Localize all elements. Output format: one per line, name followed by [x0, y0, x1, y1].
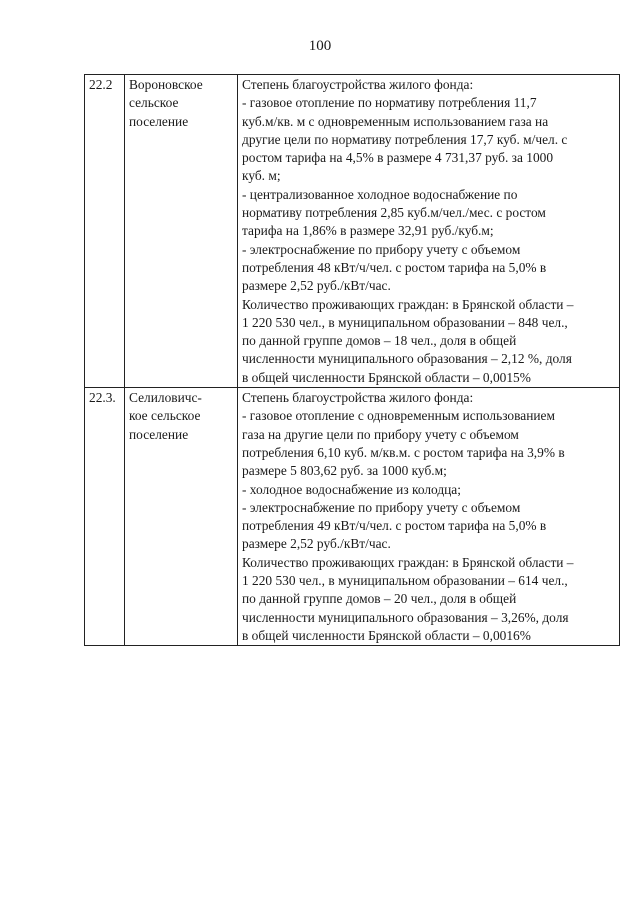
description-line: Степень благоустройства жилого фонда:: [242, 77, 474, 92]
settlement-name: [125, 75, 238, 388]
description-line: в общей численности Брянской области – 0,0015%: [242, 369, 531, 385]
description-line: - электроснабжение по прибору учету с объемом: [242, 499, 521, 515]
table-row: [85, 75, 620, 388]
settlement-description: [238, 75, 620, 388]
description-line: Количество проживающих граждан: в Брянской области –: [242, 554, 574, 570]
description-line: - газовое отопление по нормативу потребления 11,7: [242, 95, 537, 111]
description-line: - газовое отопление с одновременным использованием: [242, 408, 555, 424]
settlement-name-line: Селиловичс-: [129, 390, 202, 406]
table-body: [85, 75, 620, 646]
page-number: 100: [308, 38, 332, 54]
settlement-name: [125, 388, 238, 646]
description-line: другие цели по нормативу потребления 17,7 куб. м/чел. с: [242, 131, 568, 147]
description-line: численности муниципального образования – 3,26%, доля: [242, 609, 569, 625]
description-line: 1 220 530 чел., в муниципальном образовании – 848 чел.,: [242, 314, 568, 330]
settlement-name-line: сельское: [129, 95, 179, 111]
description-line: размере 5 803,62 руб. за 1000 куб.м;: [242, 463, 447, 479]
description-line: численности муниципального образования – 2,12 %, доля: [242, 351, 572, 367]
description-line: потребления 48 кВт/ч/чел. с ростом тарифа на 5,0% в: [242, 259, 547, 275]
description-line: куб.м/кв. м с одновременным использованием газа на: [242, 113, 549, 129]
description-line: 1 220 530 чел., в муниципальном образовании – 614 чел.,: [242, 573, 568, 589]
settlement-name-line: поселение: [129, 113, 189, 129]
description-line: по данной группе домов – 20 чел., доля в общей: [242, 591, 517, 607]
description-line: - централизованное холодное водоснабжение по: [242, 186, 518, 202]
description-line: потребления 49 кВт/ч/чел. с ростом тарифа на 5,0% в: [242, 518, 547, 534]
settlement-name-line: кое сельское: [129, 408, 201, 424]
row-number: 22.3.: [85, 388, 125, 646]
description-line: Количество проживающих граждан: в Брянской области –: [242, 296, 574, 312]
settlement-table: [84, 74, 620, 646]
row-number: 22.2: [85, 75, 125, 388]
description-line: потребления 6,10 куб. м/кв.м. с ростом тарифа на 3,9% в: [242, 444, 565, 460]
description-line: размере 2,52 руб./кВт/час.: [242, 278, 391, 294]
settlement-description: [238, 388, 620, 646]
table-row: [85, 388, 620, 646]
description-line: - электроснабжение по прибору учету с объемом: [242, 241, 521, 257]
settlement-name-line: поселение: [129, 426, 189, 442]
description-line: - холодное водоснабжение из колодца;: [242, 481, 461, 497]
description-line: куб. м;: [242, 168, 281, 184]
description-line: размере 2,52 руб./кВт/час.: [242, 536, 391, 552]
description-line: Степень благоустройства жилого фонда:: [242, 390, 474, 406]
description-line: нормативу потребления 2,85 куб.м/чел./мес. с ростом: [242, 205, 546, 221]
settlement-name-line: Вороновское: [129, 77, 203, 92]
description-line: тарифа на 1,86% в размере 32,91 руб./куб.м;: [242, 223, 494, 239]
description-line: по данной группе домов – 18 чел., доля в общей: [242, 333, 517, 349]
description-line: в общей численности Брянской области – 0,0016%: [242, 627, 531, 643]
description-line: газа на другие цели по прибору учету с объемом: [242, 426, 519, 442]
description-line: ростом тарифа на 4,5% в размере 4 731,37 руб. за 1000: [242, 150, 554, 166]
